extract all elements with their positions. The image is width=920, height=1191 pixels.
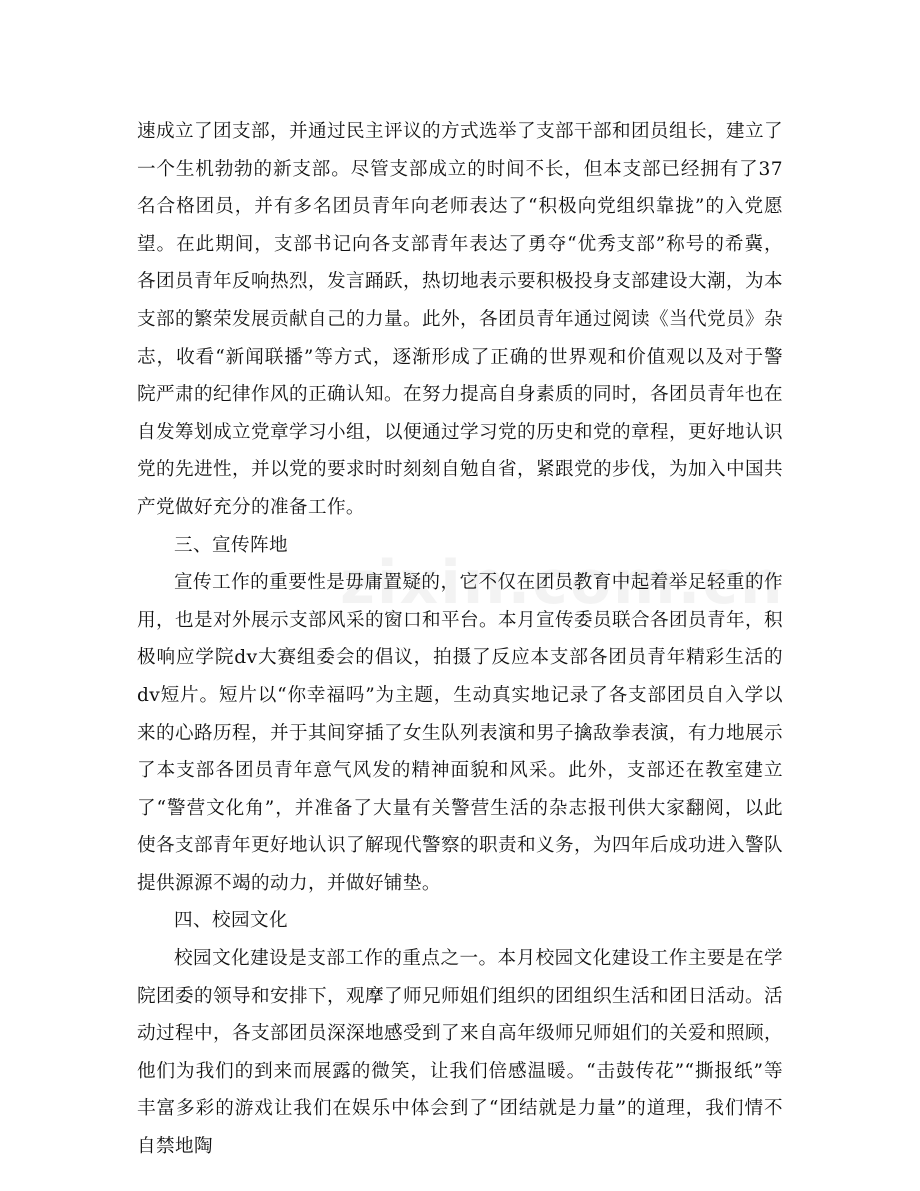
section-heading-campus-culture: 四、校园文化: [174, 910, 288, 932]
document-body: [137, 113, 783, 1166]
section-heading-publicity: 三、宣传阵地: [174, 534, 288, 556]
paragraph-campus-culture: 校园文化建设是支部工作的重点之一。本月校园文化建设工作主要是在学院团委的领导和安排下，观摩了师兄师姐们组织的团组织生活和团日活动。活动过程中，各支部团员深深地感受到了来自高年级师兄师姐们的关爱和照顾，他们为我们的到来而展露的微笑，让我们倍感温暖。“击鼓传花”“撕报纸”等丰富多彩的游戏让我们在娱乐中体会到了“团结就是力量”的道理，我们情不自禁地陶: [137, 948, 783, 1158]
paragraph-branch-founding: 速成立了团支部，并通过民主评议的方式选举了支部干部和团员组长，建立了一个生机勃勃的新支部。尽管支部成立的时间不长，但本支部已经拥有了37名合格团员，并有多名团员青年向老师表达了“积极向党组织靠拢”的入党愿望。在此期间，支部书记向各支部青年表达了勇夺“优秀支部”称号的希冀，各团员青年反响热烈，发言踊跃，热切地表示要积极投身支部建设大潮，为本支部的繁荣发展贡献自己的力量。此外，各团员青年通过阅读《当代党员》杂志，收看“新闻联播”等方式，逐渐形成了正确的世界观和价值观以及对于警院严肃的纪律作风的正确认知。在努力提高自身素质的同时，各团员青年也在自发筹划成立党章学习小组，以便通过学习党的历史和党的章程，更好地认识党的先进性，并以党的要求时时刻刻自勉自省，紧跟党的步伐，为加入中国共产党做好充分的准备工作。: [137, 121, 783, 518]
paragraph-publicity: 宣传工作的重要性是毋庸置疑的，它不仅在团员教育中起着举足轻重的作用，也是对外展示支部风采的窗口和平台。本月宣传委员联合各团员青年，积极响应学院dv大赛组委会的倡议，拍摄了反应本支部各团员青年精彩生活的dv短片。短片以“你幸福吗”为主题，生动真实地记录了各支部团员自入学以来的心路历程，并于其间穿插了女生队列表演和男子擒敌拳表演，有力地展示了本支部各团员青年意气风发的精神面貌和风采。此外，支部还在教室建立了“警营文化角”，并准备了大量有关警营生活的杂志报刊供大家翻阅，以此使各支部青年更好地认识了解现代警察的职责和义务，为四年后成功进入警队提供源源不竭的动力，并做好铺垫。: [137, 572, 783, 894]
